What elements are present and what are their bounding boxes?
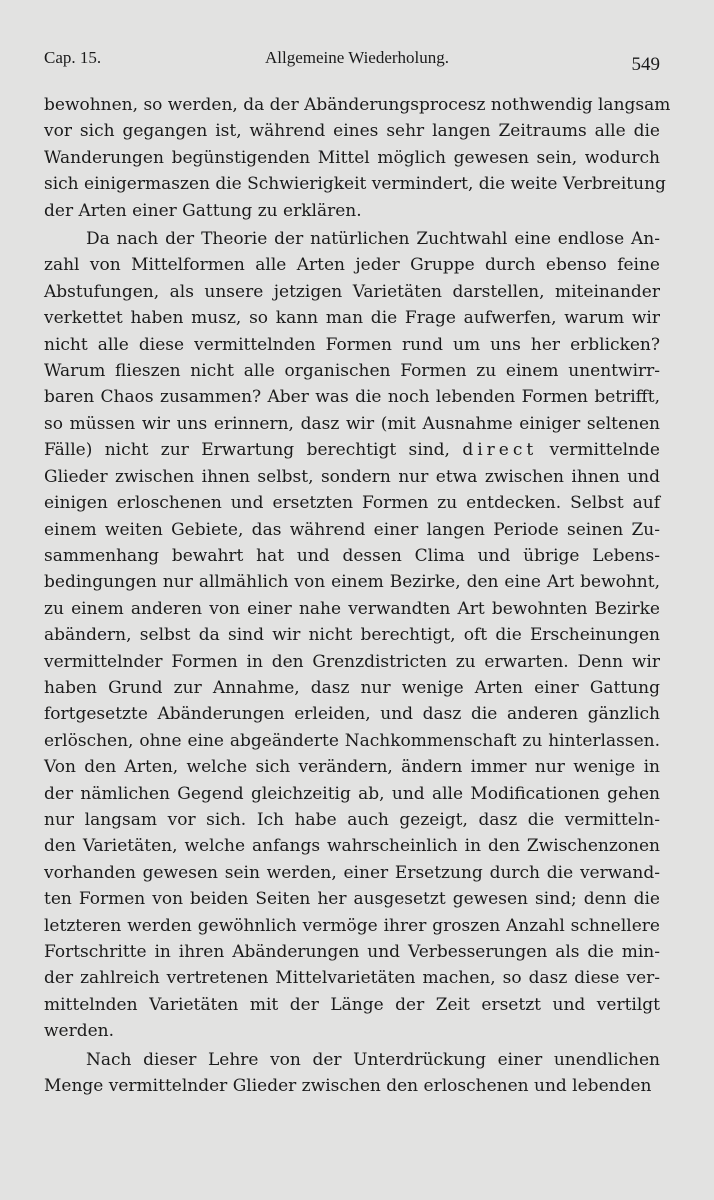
text-line: einem weiten Gebiete, das während einer langen Periode seinen Zu- (44, 519, 660, 540)
text-line: nur langsam vor sich. Ich habe auch gezeigt, dasz die vermitteln- (44, 809, 660, 830)
paragraph (44, 226, 660, 1045)
text-line: einigen erloschenen und ersetzten Formen zu entdecken. Selbst auf (44, 493, 660, 514)
text-line: erlöschen, ohne eine abgeänderte Nachkommenschaft zu hinterlassen. (44, 730, 660, 751)
text-line: vermittelnder Formen in den Grenzdistricten zu erwarten. Denn wir (44, 651, 660, 672)
text-line: der zahlreich vertretenen Mittelvarietäten machen, so dasz diese ver- (44, 968, 660, 989)
text-line: der Arten einer Gattung zu erklären. (44, 200, 362, 221)
text-line: zu einem anderen von einer nahe verwandten Art bewohnten Bezirke (44, 598, 660, 619)
text-line: fortgesetzte Abänderungen erleiden, und dasz die anderen gänzlich (44, 704, 660, 725)
page-number: 549 (631, 54, 660, 75)
paragraph (44, 92, 671, 224)
text-line: verkettet haben musz, so kann man die Frage aufwerfen, warum wir (44, 308, 660, 329)
running-title: Allgemeine Wiederholung. (264, 48, 450, 67)
text-line: Menge vermittelnder Glieder zwischen den erloschenen und lebenden (44, 1076, 652, 1097)
text-line: nicht alle diese vermittelnden Formen rund um uns her erblicken? (44, 334, 660, 355)
text-line: baren Chaos zusammen? Aber was die noch lebenden Formen betrifft, (44, 387, 660, 408)
text-line: haben Grund zur Annahme, dasz nur wenige Arten einer Gattung (44, 677, 660, 698)
running-header (44, 48, 670, 74)
emphasized-word: direct (462, 440, 538, 461)
text-line: werden. (44, 1021, 115, 1042)
text-line: den Varietäten, welche anfangs wahrscheinlich in den Zwischenzonen (44, 836, 660, 857)
text-line: sich einigermaszen die Schwierigkeit vermindert, die weite Verbreitung (44, 174, 666, 195)
text-line: sammenhang bewahrt hat und dessen Clima und übrige Lebens- (44, 545, 660, 566)
text-line: zahl von Mittelformen alle Arten jeder Gruppe durch ebenso feine (44, 255, 660, 276)
text-line: vorhanden gewesen sein werden, einer Ersetzung durch die verwand- (44, 862, 660, 883)
chapter-label: Cap. 15. (44, 48, 102, 67)
page-body (44, 92, 671, 1101)
text-line: bedingungen nur allmählich von einem Bezirke, den eine Art bewohnt, (44, 572, 660, 593)
text-line: Fälle) nicht zur Erwartung berechtigt sind, direct vermittelnde (44, 440, 660, 461)
text-line: Abstufungen, als unsere jetzigen Varietäten darstellen, miteinander (44, 281, 660, 302)
text-line: Nach dieser Lehre von der Unterdrückung einer unendlichen (86, 1049, 660, 1070)
text-line: abändern, selbst da sind wir nicht berechtigt, oft die Erscheinungen (44, 625, 660, 646)
text-line: Glieder zwischen ihnen selbst, sondern nur etwa zwischen ihnen und (44, 466, 660, 487)
text-line: Warum flieszen nicht alle organischen Formen zu einem unentwirr- (44, 361, 660, 382)
text-line: Wanderungen begünstigenden Mittel möglich gewesen sein, wodurch (44, 147, 660, 168)
text-line: bewohnen, so werden, da der Abänderungsprocesz nothwendig langsam (44, 95, 671, 115)
text-line: ten Formen von beiden Seiten her ausgesetzt gewesen sind; denn die (44, 889, 660, 910)
text-line: Von den Arten, welche sich verändern, ändern immer nur wenige in (44, 757, 660, 778)
text-line: vor sich gegangen ist, während eines sehr langen Zeitraums alle die (44, 121, 660, 142)
paragraph (44, 1047, 660, 1100)
text-line: so müssen wir uns erinnern, dasz wir (mit Ausnahme einiger seltenen (44, 413, 660, 434)
text-line: der nämlichen Gegend gleichzeitig ab, und alle Modificationen gehen (44, 783, 660, 804)
text-line: mittelnden Varietäten mit der Länge der Zeit ersetzt und vertilgt (44, 994, 660, 1015)
text-line: letzteren werden gewöhnlich vermöge ihrer groszen Anzahl schnellere (44, 915, 660, 936)
text-line: Da nach der Theorie der natürlichen Zuchtwahl eine endlose An- (86, 229, 660, 250)
text-line: Fortschritte in ihren Abänderungen und Verbesserungen als die min- (44, 942, 660, 962)
